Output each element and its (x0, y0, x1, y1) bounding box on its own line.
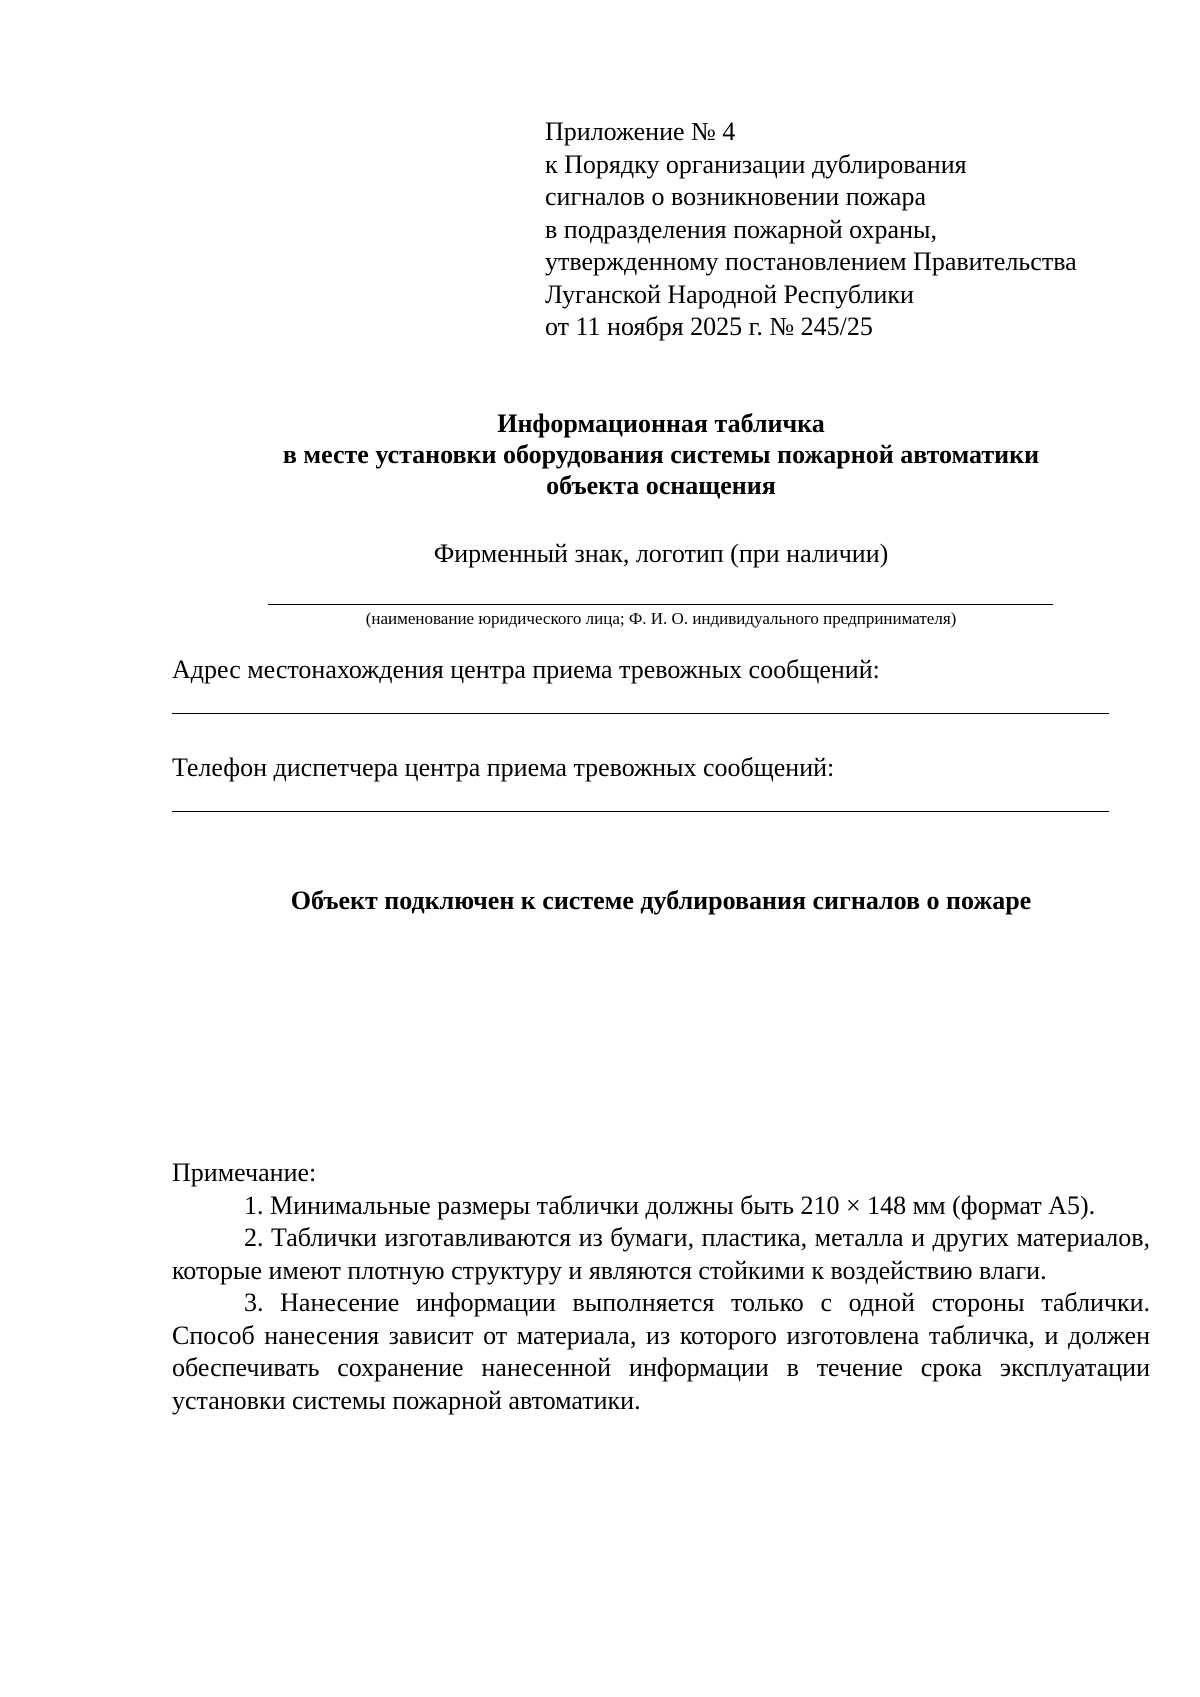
phone-label: Телефон диспетчера центра приема тревожных сообщений: (172, 753, 835, 782)
appendix-line: сигналов о возникновении пожара (545, 182, 927, 211)
name-fill-line (268, 604, 1053, 605)
appendix-line: утвержденному постановлением Правительства (545, 247, 1077, 276)
notes-section (172, 1157, 1150, 1417)
document-title (172, 408, 1150, 501)
logo-placeholder-text: Фирменный знак, логотип (при наличии) (433, 539, 889, 568)
appendix-line: к Порядку организации дублирования (545, 149, 967, 179)
title-line: Информационная табличка (497, 409, 825, 438)
title-line: объекта оснащения (546, 471, 776, 500)
appendix-line: Луганской Народной Республики (545, 279, 914, 309)
note-item: 3. Нанесение информации выполняется только с одной стороны таблички. Способ нанесения зависит от материала, из которого изготовлена табличка, и должен обеспечивать сохранение нанесенной информации в течение срока эксплуатации установки системы пожарной автоматики. (172, 1288, 1150, 1415)
note-item: 2. Таблички изготавливаются из бумаги, пластика, металла и других материалов, которые имеют плотную структуру и являются стойкими к воздействию влаги. (172, 1223, 1150, 1285)
note-item: 1. Минимальные размеры таблички должны быть 210 × 148 мм (формат А5). (244, 1190, 1096, 1220)
name-caption: (наименование юридического лица; Ф. И. О. индивидуального предпринимателя) (365, 609, 957, 628)
connected-notice: Объект подключен к системе дублирования сигналов о пожаре (290, 886, 1032, 915)
appendix-reference (545, 116, 1165, 344)
phone-fill-line (172, 811, 1109, 812)
notes-heading: Примечание: (172, 1158, 317, 1187)
address-fill-line (172, 713, 1109, 714)
address-label: Адрес местонахождения центра приема тревожных сообщений: (172, 655, 880, 684)
appendix-number: Приложение № 4 (545, 117, 736, 146)
title-line: в месте установки оборудования системы пожарной автоматики (282, 440, 1040, 469)
appendix-line: в подразделения пожарной охраны, (545, 214, 937, 244)
appendix-date: от 11 ноября 2025 г. № 245/25 (545, 312, 873, 341)
